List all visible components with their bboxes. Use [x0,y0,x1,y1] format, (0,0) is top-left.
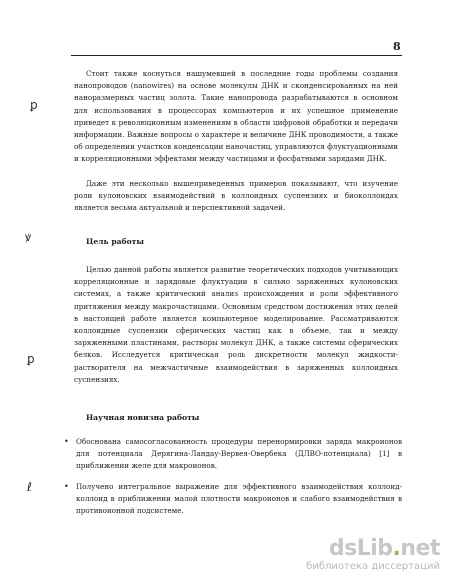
list-item [62,481,402,518]
margin-handwritten-mark: ꝑ [30,98,38,112]
paragraph-goal: Целью данной работы является развитие теоретических подходов учитывающих корреляционные и зарядовые флуктуации в сильно заряженных кулоновских системах, а также критический анализ происхождения и роли эффективного притяжения между макрочастицами. Основным средством достижения этих целей в настоящей работе является компьютерное моделирование. Рассматриваются коллоидные суспензии сферических частиц как в объеме, так и между заряженными пластинами, растворы молекул ДНК, а также системы сферических белков. Исследуется критическая роль дискретности молекул жидкости-растворителя на межчастичные взаимодействия в заряженных коллоидных суспензиях. [74,265,398,384]
list-item-text: Получено интегральное выражение для эффективного взаимодействия коллоид-коллоид в приближении малой плотности макроионов и слабого взаимодействия в противоионной подсистеме. [76,481,402,516]
paragraph-nanowires: Стоит также коснуться нашумевшей в последние годы проблемы создания нанопроводов (nanowires) на основе молекулы ДНК и сконденсированных на ней наноразмерных частиц золота. Такие нанопровода разрабатываются в основном для использования в процессорах компьютеров и их успешное применение приведет к революционным изменениям в области цифровой обработки и передачи информации. Важные вопросы о характере и величине ДНК проводимости, а также об определении участков конденсации наночастиц, управляются флуктуационными и корреляционными эффектами между частицами и фосфатными зарядами ДНК. [74,69,398,164]
page-number: 8 [393,40,401,53]
watermark [306,538,440,572]
header-rule [71,55,402,56]
list-item-text: Обоснована самосогласованность процедуры перенормировки заряда макроионов для потенциала Дерягина-Ландау-Вервея-Овербека (ДЛВО-потенциала) [1] в приближении желе для макроионов. [76,437,402,471]
list-item [62,436,402,473]
heading-goal: Цель работы [86,237,144,246]
watermark-logo: dsLib.net [328,536,440,561]
novelty-list [62,436,402,517]
bullet-icon: • [64,481,69,491]
paragraph-relevance: Даже эти несколько вышеприведенных примеров показывают, что изучение роли кулоновских взаимодействий в коллоидных суспензиях и биоколлоидах является весьма актуальной и перспективной задачей. [74,179,398,213]
margin-handwritten-mark: ℓ [27,480,32,494]
bullet-icon: • [64,437,69,446]
watermark-subtitle: библиотека диссертаций [306,561,440,572]
heading-novelty: Научная новизна работы [86,413,200,422]
margin-handwritten-mark: ꝑ [27,352,35,366]
margin-handwritten-mark: ꝟ [25,230,32,244]
